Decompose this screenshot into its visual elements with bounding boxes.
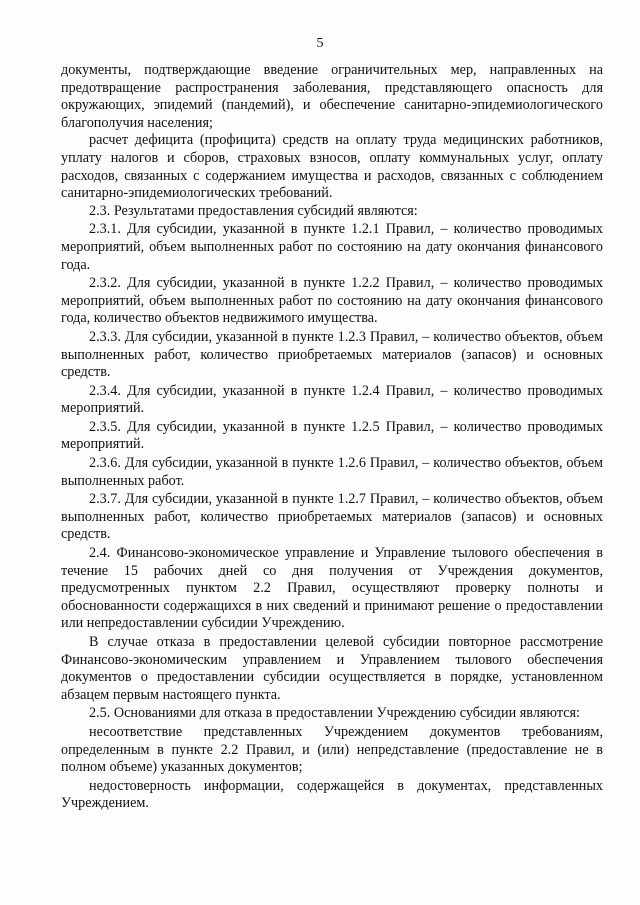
paragraph-deficit-calculation: расчет дефицита (профицита) средств на оплату труда медицинских работников, уплату налогов и сборов, страховых взносов, оплату коммунальных услуг, оплату расходов, связанных с содержанием имущества и расходов, связанных с соблюдением санитарно-эпидемиологических требований. bbox=[61, 132, 603, 202]
paragraph-2-3-3: 2.3.3. Для субсидии, указанной в пункте 1.2.3 Правил, – количество объектов, объем выполненных работ, количество приобретаемых материалов (запасов) и основных средств. bbox=[61, 328, 603, 381]
paragraph-nonconformity: несоответствие представленных Учреждением документов требованиям, определенным в пункте 2.2 Правил, и (или) непредставление (предоставление не в полном объеме) указанных документов; bbox=[61, 723, 603, 776]
page-number: 5 bbox=[316, 36, 324, 51]
paragraph-2-5: 2.5. Основаниями для отказа в предоставлении Учреждению субсидии являются: bbox=[89, 705, 580, 722]
paragraph-2-3-7: 2.3.7. Для субсидии, указанной в пункте 1.2.7 Правил, – количество объектов, объем выполненных работ, количество приобретаемых материалов (запасов) и основных средств. bbox=[61, 491, 603, 543]
paragraph-refusal-review: В случае отказа в предоставлении целевой субсидии повторное рассмотрение Финансово-экономическим управлением и Управлением тылового обеспечения документов о предоставлении субсидии осуществляется в порядке, установленном абзацем первым настоящего пункта. bbox=[61, 634, 603, 703]
paragraph-2-3-4: 2.3.4. Для субсидии, указанной в пункте 1.2.4 Правил, – количество проводимых мероприятий. bbox=[61, 382, 603, 417]
document-body bbox=[61, 62, 603, 813]
paragraph-2-4: 2.4. Финансово-экономическое управление и Управление тылового обеспечения в течение 15 рабочих дней со дня получения от Учреждения документов, предусмотренных пунктом 2.2 Правил, осуществляют проверку полноты и обоснованности содержащихся в них сведений и принимают решение о предоставлении или непредоставлении субсидии Учреждению. bbox=[61, 545, 603, 632]
paragraph-2-3-6: 2.3.6. Для субсидии, указанной в пункте 1.2.6 Правил, – количество объектов, объем выполненных работ. bbox=[61, 455, 603, 489]
paragraph-2-3: 2.3. Результатами предоставления субсидий являются: bbox=[89, 202, 418, 219]
paragraph-2-3-2: 2.3.2. Для субсидии, указанной в пункте 1.2.2 Правил, – количество проводимых мероприятий, объем выполненных работ по состоянию на дату окончания финансового года, количество объектов недвижимого имущества. bbox=[61, 275, 603, 327]
paragraph-2-3-5: 2.3.5. Для субсидии, указанной в пункте 1.2.5 Правил, – количество проводимых мероприятий. bbox=[61, 418, 603, 453]
paragraph-documents-restrictions: документы, подтверждающие введение ограничительных мер, направленных на предотвращение распространения заболевания, представляющего опасность для окружающих, эпидемий (пандемий), и обеспечение санитарно-эпидемиологического благополучия населения; bbox=[61, 62, 603, 131]
paragraph-2-3-1: 2.3.1. Для субсидии, указанной в пункте 1.2.1 Правил, – количество проводимых мероприятий, объем выполненных работ по состоянию на дату окончания финансового года. bbox=[61, 221, 603, 273]
paragraph-unreliable-info: недостоверность информации, содержащейся в документах, представленных Учреждением. bbox=[61, 777, 603, 812]
